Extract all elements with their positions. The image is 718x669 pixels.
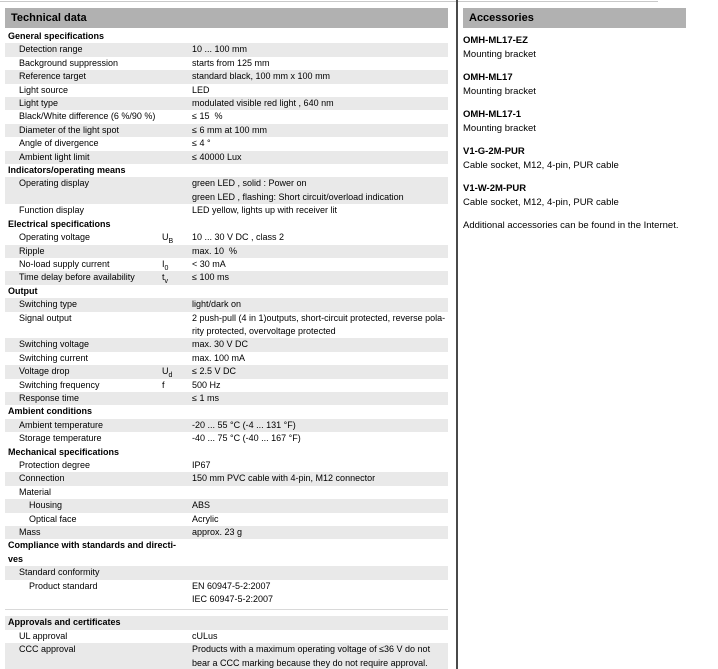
spec-row xyxy=(5,499,448,512)
spec-row-label: Switching frequency xyxy=(19,379,100,390)
spec-row xyxy=(5,97,448,110)
spec-value-line: approx. 23 g xyxy=(192,527,243,538)
spec-row-label: Housing xyxy=(29,500,63,511)
spec-row xyxy=(5,432,448,445)
spec-row-label: No-load supply current xyxy=(19,258,110,269)
spec-row-label: Ambient temperature xyxy=(19,419,104,430)
spec-row xyxy=(5,566,448,579)
spec-row xyxy=(5,486,448,499)
spec-row-value xyxy=(192,137,448,150)
spec-row-label: CCC approval xyxy=(19,644,76,655)
spec-row-symbol: $U_B$ xyxy=(162,232,174,245)
spec-row xyxy=(5,110,448,123)
spec-row-value xyxy=(192,379,448,392)
spec-row-value xyxy=(192,365,448,378)
spec-section-header xyxy=(5,405,448,418)
spec-value-line: 500 Hz xyxy=(192,379,221,390)
spec-value-line: Acrylic xyxy=(192,513,219,524)
spec-row-label: Storage temperature xyxy=(19,433,102,444)
spec-row-label: Mass xyxy=(19,527,41,538)
spec-row-value xyxy=(192,312,448,339)
spec-row xyxy=(5,526,448,539)
spec-row-label: Function display xyxy=(19,205,85,216)
spec-section-header xyxy=(5,285,448,298)
spec-section-header xyxy=(5,164,448,177)
spec-value-line: < 30 mA xyxy=(192,258,226,269)
spec-row xyxy=(5,338,448,351)
accessory-desc: Mounting bracket xyxy=(463,122,536,134)
spec-row xyxy=(5,57,448,70)
spec-value-line: LED xyxy=(192,84,210,95)
accessory-item xyxy=(463,34,686,61)
spec-row xyxy=(5,43,448,56)
accessory-desc: Cable socket, M12, 4-pin, PUR cable xyxy=(463,159,619,171)
spec-row-label: Diameter of the light spot xyxy=(19,124,120,135)
spec-row xyxy=(5,151,448,164)
spec-row-label: Standard conformity xyxy=(19,567,100,578)
spec-row-value xyxy=(192,258,448,271)
spec-row-label: Background suppression xyxy=(19,57,119,68)
accessory-name: V1-W-2M-PUR xyxy=(463,183,527,194)
spec-section-header-line: ves xyxy=(8,553,24,564)
spec-row-value xyxy=(192,526,448,539)
spec-row-value xyxy=(192,57,448,70)
spec-row-value xyxy=(192,271,448,284)
spec-value-line: ≤ 40000 Lux xyxy=(192,151,242,162)
spec-row-symbol: $t_v$ xyxy=(162,272,169,286)
spec-row xyxy=(5,137,448,150)
spec-row-label: Response time xyxy=(19,392,80,403)
spec-value-line: ABS xyxy=(192,500,211,511)
spec-row-label: Switching type xyxy=(19,299,78,310)
spec-row-label: Ambient light limit xyxy=(19,151,90,162)
spec-row-value xyxy=(192,204,448,217)
spec-table xyxy=(5,30,448,669)
spec-value-line: EN 60947-5-2:2007 xyxy=(192,580,271,591)
accessory-desc: Mounting bracket xyxy=(463,48,536,60)
spec-row xyxy=(5,472,448,485)
spec-value-line: green LED , solid : Power on xyxy=(192,178,307,189)
spec-row xyxy=(5,419,448,432)
spec-row-value xyxy=(192,580,448,607)
spec-row-label: Product standard xyxy=(29,580,98,591)
spec-value-line: ≤ 4 ° xyxy=(192,138,211,149)
spec-value-line: ≤ 2.5 V DC xyxy=(192,366,236,377)
spec-row xyxy=(5,392,448,405)
spec-row-value xyxy=(192,432,448,445)
spec-row-label: Material xyxy=(19,486,52,497)
spec-value-line: 2 push-pull (4 in 1)outputs, short-circuit protected, reverse pola- xyxy=(192,312,446,323)
spec-row xyxy=(5,245,448,258)
spec-row-value xyxy=(192,392,448,405)
spec-row-label: Operating voltage xyxy=(19,232,91,243)
spec-row-value xyxy=(192,419,448,432)
spec-section-header-line: Ambient conditions xyxy=(8,406,92,417)
spec-row-value xyxy=(192,298,448,311)
spec-row-value xyxy=(192,151,448,164)
spec-row-label: Angle of divergence xyxy=(19,138,99,149)
spec-row-value xyxy=(192,338,448,351)
accessory-name: OMH-ML17-EZ xyxy=(463,35,528,46)
spec-row-label: Light type xyxy=(19,98,59,109)
accessory-item xyxy=(463,71,686,98)
spec-row-label: Black/White difference (6 %/90 %) xyxy=(19,111,156,122)
accessory-desc: Mounting bracket xyxy=(463,85,536,97)
spec-section-header xyxy=(5,218,448,231)
spec-value-line: 10 ... 100 mm xyxy=(192,44,248,55)
spec-value-line: modulated visible red light , 640 nm xyxy=(192,98,334,109)
spec-row xyxy=(5,298,448,311)
spec-row xyxy=(5,379,448,392)
spec-section-header xyxy=(5,539,448,566)
spec-row-label: Switching voltage xyxy=(19,339,90,350)
spec-row-value xyxy=(192,70,448,83)
spec-value-line: IP67 xyxy=(192,460,211,470)
accessory-list xyxy=(463,34,686,209)
spec-value-line: max. 100 mA xyxy=(192,352,246,363)
spec-row-value xyxy=(192,643,448,669)
top-rule xyxy=(0,1,658,2)
spec-value-line: starts from 125 mm xyxy=(192,57,270,68)
spec-section-header xyxy=(5,30,448,43)
spec-value-line: ≤ 1 ms xyxy=(192,392,219,403)
spec-row-value xyxy=(192,472,448,485)
spec-value-line: standard black, 100 mm x 100 mm xyxy=(192,71,331,82)
spec-row-label: Optical face xyxy=(29,513,77,524)
spec-section-header-line: Output xyxy=(8,285,38,296)
spec-row-value xyxy=(192,566,448,579)
accessory-item xyxy=(463,145,686,172)
spec-row-value xyxy=(192,486,448,499)
accessory-name: OMH-ML17-1 xyxy=(463,109,522,120)
spec-row xyxy=(5,204,448,217)
spec-row-value xyxy=(192,97,448,110)
spec-value-line: green LED , flashing: Short circuit/overload indication xyxy=(192,191,404,202)
spec-row xyxy=(5,643,448,669)
spec-row-value xyxy=(192,245,448,258)
spec-row-label: Ripple xyxy=(19,245,45,256)
accessories-title: Accessories xyxy=(463,8,686,28)
accessory-name: OMH-ML17 xyxy=(463,72,513,83)
spec-row-value xyxy=(192,177,448,204)
spec-row-value xyxy=(192,231,448,244)
spec-section-header xyxy=(5,446,448,459)
spec-section-header-line: Indicators/operating means xyxy=(8,165,126,176)
spec-value-line: LED yellow, lights up with receiver lit xyxy=(192,205,338,216)
spec-row-symbol: f xyxy=(162,379,165,390)
accessories-note: Additional accessories can be found in the Internet. xyxy=(463,220,679,231)
spec-row-value xyxy=(192,352,448,365)
technical-data-column xyxy=(5,8,448,669)
spec-row xyxy=(5,124,448,137)
spec-row-label: Time delay before availability xyxy=(19,272,135,283)
spec-value-line: ≤ 15 % xyxy=(192,111,223,122)
column-divider xyxy=(456,0,458,669)
spec-section-header-line: Mechanical specifications xyxy=(8,446,120,457)
spec-value-line: 150 mm PVC cable with 4-pin, M12 connector xyxy=(192,473,376,484)
spec-row-symbol: $U_d$ xyxy=(162,366,173,379)
accessory-desc: Cable socket, M12, 4-pin, PUR cable xyxy=(463,196,619,208)
spec-row xyxy=(5,70,448,83)
spec-row-value xyxy=(192,459,448,472)
spec-row-label: Signal output xyxy=(19,312,72,323)
accessory-name: V1-G-2M-PUR xyxy=(463,146,525,157)
spec-value-line: bear a CCC marking because they do not require approval. xyxy=(192,657,428,668)
spec-section-header xyxy=(5,616,448,629)
spec-value-line: IEC 60947-5-2:2007 xyxy=(192,594,274,605)
spec-value-line: -40 ... 75 °C (-40 ... 167 °F) xyxy=(192,433,301,444)
spec-value-line: max. 30 V DC xyxy=(192,339,249,350)
spec-row-label: Light source xyxy=(19,84,69,95)
spec-value-line: rity protected, overvoltage protected xyxy=(192,325,336,336)
spec-row-symbol: $I_0$ xyxy=(162,258,169,272)
spec-row-label: Voltage drop xyxy=(19,366,70,377)
spec-section-header-line: Electrical specifications xyxy=(8,218,111,229)
spec-value-line: ≤ 100 ms xyxy=(192,272,229,283)
spec-row-value xyxy=(192,110,448,123)
spec-row xyxy=(5,580,448,607)
spec-value-line: ≤ 6 mm at 100 mm xyxy=(192,124,267,135)
accessory-item xyxy=(463,182,686,209)
spec-row-label: UL approval xyxy=(19,630,68,641)
spec-row-value xyxy=(192,124,448,137)
spec-row-label: Connection xyxy=(19,473,65,484)
spec-row-label: Reference target xyxy=(19,71,87,82)
spec-row xyxy=(5,258,448,271)
spec-row-label: Operating display xyxy=(19,178,90,189)
spec-value-line: Products with a maximum operating voltage of ≤36 V do not xyxy=(192,644,431,655)
spec-row-label: Switching current xyxy=(19,352,89,363)
spec-row xyxy=(5,84,448,97)
spec-row-value xyxy=(192,630,448,643)
spec-section-header-line: Approvals and certificates xyxy=(8,617,121,628)
spec-section-header-line: Compliance with standards and directi- xyxy=(8,540,177,551)
spec-row xyxy=(5,630,448,643)
spec-row xyxy=(5,312,448,339)
spec-section-header-line: General specifications xyxy=(8,31,105,41)
spec-value-line: max. 10 % xyxy=(192,245,238,256)
spec-row-value xyxy=(192,84,448,97)
spec-row xyxy=(5,459,448,472)
accessories-column xyxy=(463,8,686,232)
spec-value-line: cULus xyxy=(192,630,218,641)
spec-row-value xyxy=(192,499,448,512)
technical-data-title: Technical data xyxy=(5,8,448,28)
spec-row xyxy=(5,231,448,244)
spec-row xyxy=(5,365,448,378)
spec-row-value xyxy=(192,513,448,526)
spec-row-label: Protection degree xyxy=(19,460,91,470)
spec-row-value xyxy=(192,43,448,56)
spec-value-line: light/dark on xyxy=(192,299,242,310)
spec-value-line: -20 ... 55 °C (-4 ... 131 °F) xyxy=(192,419,296,430)
spec-row-label: Detection range xyxy=(19,44,83,55)
spec-row xyxy=(5,271,448,284)
spec-row xyxy=(5,177,448,204)
accessory-item xyxy=(463,108,686,135)
spec-row xyxy=(5,513,448,526)
spec-value-line: 10 ... 30 V DC , class 2 xyxy=(192,232,285,243)
spec-row xyxy=(5,352,448,365)
